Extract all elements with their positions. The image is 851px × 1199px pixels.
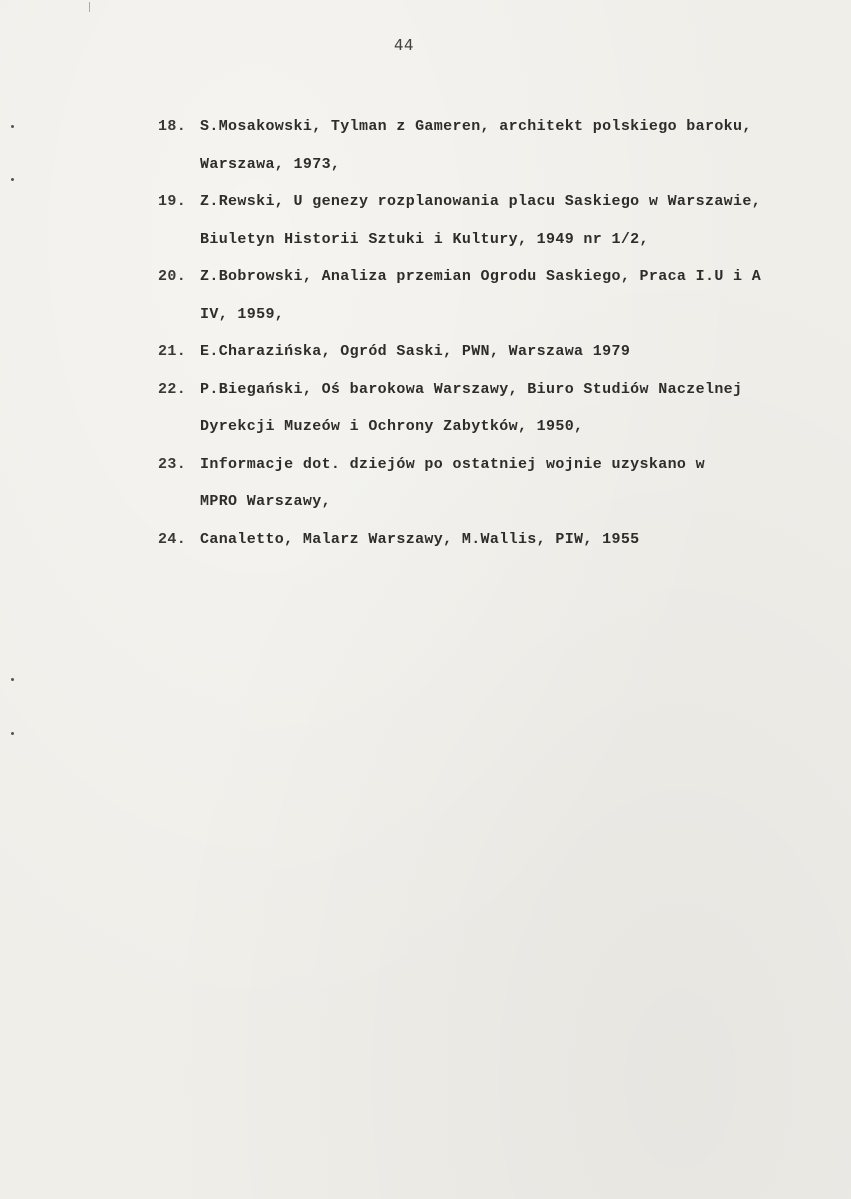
reference-text (200, 376, 838, 451)
reference-entry (158, 451, 838, 526)
reference-number-text: 18. (158, 118, 187, 135)
reference-list (158, 113, 838, 563)
reference-line: E.Charazińska, Ogród Saski, PWN, Warszawa 1979 (200, 343, 631, 360)
reference-number (158, 526, 200, 564)
reference-text (200, 263, 838, 338)
reference-line: Biuletyn Historii Sztuki i Kultury, 1949 nr 1/2, (200, 230, 649, 248)
reference-line: P.Biegański, Oś barokowa Warszawy, Biuro Studiów Naczelnej (200, 380, 743, 398)
reference-line: IV, 1959, (200, 305, 285, 323)
scan-mark (89, 2, 90, 12)
reference-number (158, 376, 200, 414)
reference-line: Z.Bobrowski, Analiza przemian Ogrodu Saskiego, Praca I.U i A (200, 268, 762, 285)
reference-entry (158, 376, 838, 451)
reference-text (200, 113, 838, 188)
reference-line: Canaletto, Malarz Warszawy, M.Wallis, PIW, 1955 (200, 530, 640, 548)
reference-text (200, 188, 838, 263)
page-number: 44 (394, 36, 415, 54)
reference-number-text: 24. (158, 530, 187, 548)
reference-entry (158, 263, 838, 338)
reference-text (200, 338, 838, 376)
reference-number-text: 20. (158, 268, 187, 285)
reference-number (158, 451, 200, 489)
reference-number (158, 188, 200, 226)
reference-text (200, 451, 838, 526)
reference-line: Warszawa, 1973, (200, 155, 341, 173)
reference-line: Z.Rewski, U genezy rozplanowania placu Saskiego w Warszawie, (200, 193, 762, 210)
margin-dot (11, 178, 14, 181)
reference-entry (158, 526, 838, 564)
reference-entry (158, 338, 838, 376)
reference-text (200, 526, 838, 564)
reference-number-text: 19. (158, 193, 187, 210)
reference-number-text: 21. (158, 343, 187, 360)
reference-line: MPRO Warszawy, (200, 493, 331, 510)
margin-dot (11, 732, 14, 735)
reference-line: Dyrekcji Muzeów i Ochrony Zabytków, 1950, (200, 418, 584, 435)
reference-number-text: 23. (158, 455, 187, 473)
reference-number (158, 263, 200, 301)
margin-dot (11, 678, 14, 681)
reference-line: Informacje dot. dziejów po ostatniej wojnie uzyskano w (200, 455, 705, 473)
reference-number (158, 113, 200, 151)
reference-line: S.Mosakowski, Tylman z Gameren, architekt polskiego baroku, (200, 118, 752, 135)
reference-number (158, 338, 200, 376)
reference-entry (158, 188, 838, 263)
reference-number-text: 22. (158, 380, 187, 398)
reference-entry (158, 113, 838, 188)
margin-dot (11, 125, 14, 128)
